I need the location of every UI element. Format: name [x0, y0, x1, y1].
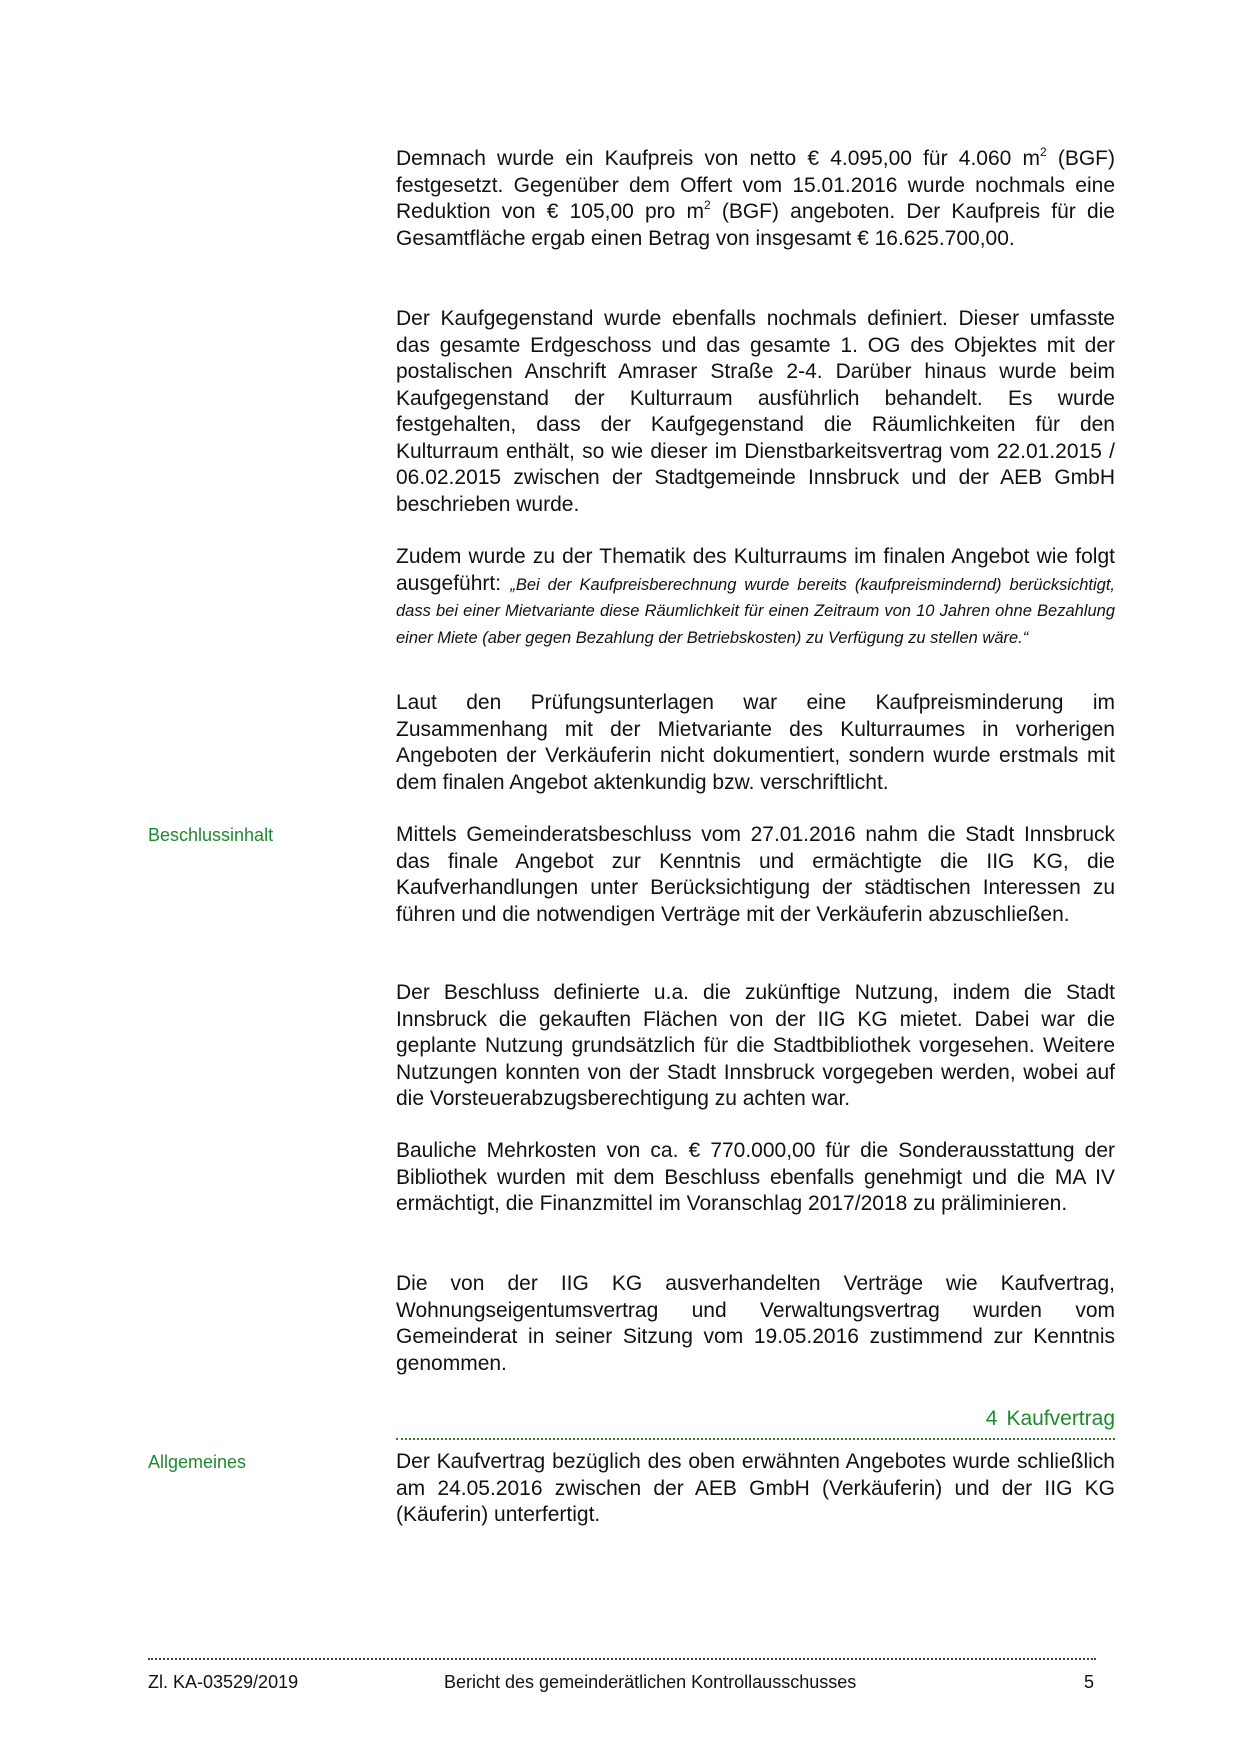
- superscript: 2: [703, 198, 711, 212]
- paragraph-object-definition: Der Kaufgegenstand wurde ebenfalls nochmals definiert. Dieser umfasste das gesamte Erdgeschoss und das gesamte 1. OG des Objektes mit der postalischen Anschrift Amraser Straße 2-4. Darüber hinaus wurde beim Kaufgegenstand der Kulturraum ausführlich behandelt. Es wurde festgehalten, dass der Kaufgegenstand die Räumlichkeiten für den Kulturraum enthält, so wie dieser im Dienstbarkeitsvertrag vom 22.01.2015 / 06.02.2015 zwischen der Stadtgemeinde Innsbruck und der AEB GmbH beschrieben wurde.: [396, 307, 1115, 516]
- section-heading: [396, 1406, 1115, 1432]
- page-number: 5: [1084, 1672, 1095, 1692]
- paragraph-purchase-price: [396, 146, 1115, 252]
- paragraph-additional-costs: Bauliche Mehrkosten von ca. € 770.000,00 für die Sonderausstattung der Bibliothek wurden mit dem Beschluss ebenfalls genehmigt und die MA IV ermächtigt, die Finanzmittel im Voranschlag 2017/2018 zu präliminieren.: [396, 1139, 1115, 1215]
- paragraph-text: (BGF) angeboten. Der Kaufpreis für die Gesamtfläche ergab einen Betrag von insgesamt € 16.625.700,00.: [396, 200, 1115, 250]
- paragraph-purchase-contract: Der Kaufvertrag bezüglich des oben erwähnten Angebotes wurde schließlich am 24.05.2016 zwischen der AEB GmbH (Verkäuferin) und der IIG KG (Käuferin) unterfertigt.: [396, 1450, 1115, 1526]
- paragraph-future-usage: Der Beschluss definierte u.a. die zukünftige Nutzung, indem die Stadt Innsbruck die gekauften Flächen von der IIG KG mietet. Dabei war die geplante Nutzung grundsätzlich für die Stadtbibliothek vorgesehen. Weitere Nutzungen konnten von der Stadt Innsbruck vorgegeben werden, wobei auf die Vorsteuerabzugsberechtigung zu achten war.: [396, 981, 1115, 1110]
- footer-report-title: Bericht des gemeinderätlichen Kontrollausschusses: [444, 1672, 857, 1692]
- margin-note-allgemeines: Allgemeines: [148, 1452, 247, 1472]
- footer-divider: [148, 1658, 1096, 1660]
- section-divider: [396, 1438, 1115, 1440]
- paragraph-text: Zudem wurde zu der Thematik des Kulturraums im finalen Angebot wie folgt ausgeführt:: [396, 545, 1115, 595]
- margin-note-beschlussinhalt: Beschlussinhalt: [148, 825, 274, 845]
- paragraph-council-resolution: Mittels Gemeinderatsbeschluss vom 27.01.2016 nahm die Stadt Innsbruck das finale Angebot zur Kenntnis und ermächtigte die IIG KG, die Kaufverhandlungen unter Berücksichtigung der städtischen Interessen zu führen und die notwendigen Verträge mit der Verkäuferin abzuschließen.: [396, 823, 1115, 926]
- section-number: 4: [985, 1407, 998, 1430]
- paragraph-audit-documents: Laut den Prüfungsunterlagen war eine Kaufpreisminderung im Zusammenhang mit der Mietvariante des Kulturraumes in vorherigen Angeboten der Verkäuferin nicht dokumentiert, sondern wurde erstmals mit dem finalen Angebot aktenkundig bzw. verschriftlicht.: [396, 691, 1115, 794]
- section-title: Kaufvertrag: [1006, 1407, 1115, 1430]
- paragraph-contracts: Die von der IIG KG ausverhandelten Verträge wie Kaufvertrag, Wohnungseigentumsvertrag und Verwaltungsvertrag wurden vom Gemeinderat in seiner Sitzung vom 19.05.2016 zustimmend zur Kenntnis genommen.: [396, 1272, 1115, 1375]
- footer-reference: Zl. KA-03529/2019: [148, 1672, 299, 1692]
- paragraph-text: Demnach wurde ein Kaufpreis von netto € 4.095,00 für 4.060 m: [396, 147, 1040, 170]
- paragraph-text: (BGF) festgesetzt. Gegenüber dem Offert vom 15.01.2016 wurde nochmals eine Reduktion von € 105,00 pro m: [396, 147, 1115, 223]
- superscript: 2: [1039, 145, 1047, 159]
- paragraph-culture-room: [396, 544, 1115, 650]
- citation-quote: „Bei der Kaufpreisberechnung wurde bereits (kaufpreismindernd) berücksichtigt, dass bei einer Mietvariante diese Räumlichkeit für einen Zeitraum von 10 Jahren ohne Bezahlung einer Miete (aber gegen Bezahlung der Betriebskosten) zu Verfügung zu stellen wäre.“: [396, 575, 1116, 647]
